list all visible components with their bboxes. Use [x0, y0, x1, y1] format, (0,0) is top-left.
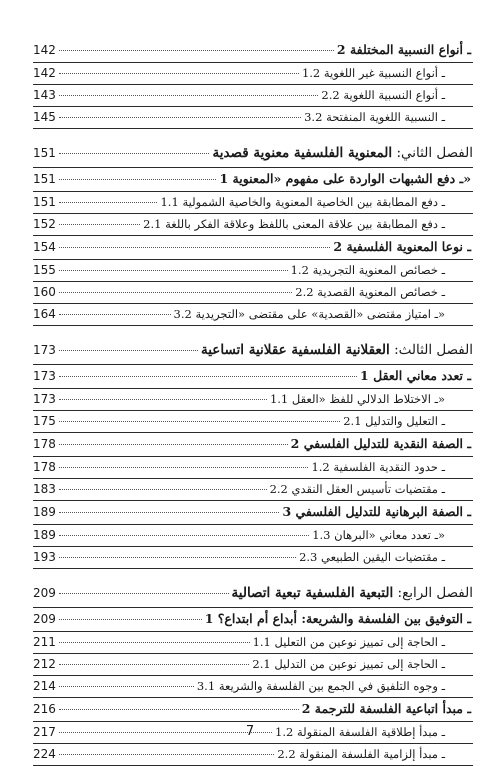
entry-label: 3.1 ـ وجوه التلفيق في الجمع بين الفلسفة والشريعة	[196, 679, 445, 693]
leader-dots	[59, 153, 210, 154]
entry-page-number: 193	[33, 550, 56, 564]
toc-subsection[interactable]	[33, 192, 473, 214]
entry-page-number: 189	[33, 528, 56, 542]
entry-label: 1 ـ دفع الشبهات الواردة على مفهوم «المعنوية»	[219, 171, 471, 186]
entry-page-number: 178	[33, 437, 56, 451]
entry-page-number: 173	[33, 369, 56, 383]
toc-subsection[interactable]	[33, 63, 473, 85]
entry-page-number: 151	[33, 146, 56, 160]
toc-subsection[interactable]	[33, 676, 473, 698]
leader-dots	[59, 535, 309, 536]
leader-dots	[59, 489, 267, 490]
toc-chapter[interactable]	[33, 139, 473, 168]
toc-subsection[interactable]	[33, 282, 473, 304]
leader-dots	[59, 50, 334, 51]
toc-subsection[interactable]	[33, 85, 473, 107]
leader-dots	[59, 350, 198, 351]
leader-dots	[59, 754, 274, 755]
entry-label: 1.2 ـ أنواع النسبية غير اللغوية	[301, 66, 445, 80]
toc-subsection[interactable]	[33, 632, 473, 654]
toc-subsection[interactable]	[33, 525, 473, 547]
entry-page-number: 217	[33, 725, 56, 739]
entry-label: 2.3 ـ مقتضيات اليقين الطبيعي	[299, 550, 445, 564]
toc-subsection[interactable]	[33, 389, 473, 411]
entry-label: 3.2 ـ النسبية اللغوية المنفتحة	[304, 110, 445, 124]
entry-page-number: 151	[33, 195, 56, 209]
toc-section[interactable]	[33, 501, 473, 525]
toc-section[interactable]	[33, 698, 473, 722]
toc-section[interactable]	[33, 39, 473, 63]
chapter-spacer	[33, 569, 473, 577]
chapter-prefix: الفصل الثاني:	[396, 145, 473, 161]
page-number: 7	[245, 724, 255, 739]
entry-page-number: 183	[33, 482, 56, 496]
leader-dots	[59, 376, 357, 377]
chapter-heading	[232, 579, 473, 608]
toc-subsection[interactable]	[33, 744, 473, 766]
leader-dots	[59, 314, 171, 315]
entry-label: 2.1 ـ دفع المطابقة بين علاقة المعنى باللفظ وعلاقة الفكر باللغة	[143, 217, 445, 231]
entry-page-number: 160	[33, 285, 56, 299]
entry-page-number: 216	[33, 702, 56, 716]
entry-page-number: 175	[33, 414, 56, 428]
chapter-prefix: الفصل الرابع:	[397, 585, 473, 601]
toc-chapter[interactable]	[33, 336, 473, 365]
toc-subsection[interactable]	[33, 260, 473, 282]
leader-dots	[59, 686, 194, 687]
leader-dots	[59, 619, 202, 620]
entry-page-number: 164	[33, 307, 56, 321]
toc-section[interactable]	[33, 365, 473, 389]
leader-dots	[59, 202, 158, 203]
entry-label: 2 ـ مبدأ اتباعية الفلسفة للترجمة	[301, 701, 471, 716]
leader-dots	[59, 557, 296, 558]
leader-dots	[59, 399, 267, 400]
entry-page-number: 152	[33, 217, 56, 231]
toc-subsection[interactable]	[33, 411, 473, 433]
entry-label: 1.2 ـ حدود النقدية الفلسفية	[311, 460, 445, 474]
chapter-title: التبعية الفلسفية تبعية اتصالية	[231, 585, 394, 601]
leader-dots	[59, 247, 330, 248]
toc-subsection[interactable]	[33, 107, 473, 129]
toc-section[interactable]	[33, 236, 473, 260]
toc-subsection[interactable]	[33, 214, 473, 236]
leader-dots	[59, 709, 299, 710]
entry-page-number: 145	[33, 110, 56, 124]
toc-chapter[interactable]	[33, 579, 473, 608]
leader-dots	[59, 512, 280, 513]
entry-label: 1 ـ التوفيق بين الفلسفة والشريعة: أبداع أم ابتداع؟	[204, 611, 471, 626]
leader-dots	[59, 292, 292, 293]
entry-page-number: 189	[33, 505, 56, 519]
entry-label: 2.2 ـ خصائص المعنوية القصدية	[295, 285, 445, 299]
chapter-spacer	[33, 326, 473, 334]
entry-page-number: 209	[33, 612, 56, 626]
toc-section[interactable]	[33, 168, 473, 192]
chapter-prefix: الفصل الثالث:	[394, 342, 473, 358]
leader-dots	[59, 179, 217, 180]
entry-label: 2.2 ـ مقتضيات تأسيس العقل النقدي	[269, 482, 445, 496]
entry-page-number: 214	[33, 679, 56, 693]
entry-label: 2 ـ نوعا المعنوية الفلسفية	[333, 239, 471, 254]
entry-label: 1.3 ـ تعدد معاني «البرهان»	[312, 528, 445, 542]
chapter-heading	[212, 139, 473, 168]
leader-dots	[59, 664, 249, 665]
entry-label: 3 ـ الصفة البرهانية للتدليل الفلسفي	[282, 504, 471, 519]
entry-page-number: 151	[33, 172, 56, 186]
entry-label: 1.1 ـ دفع المطابقة بين الخاصية المعنوية والخاصية الشمولية	[160, 195, 445, 209]
entry-label: 1 ـ تعدد معاني العقل	[360, 368, 471, 383]
entry-label: 2 ـ الصفة النقدية للتدليل الفلسفي	[290, 436, 471, 451]
leader-dots	[59, 593, 229, 594]
leader-dots	[59, 421, 340, 422]
entry-label: 1.2 ـ خصائص المعنوية التجريدية	[290, 263, 445, 277]
entry-label: 2.1 ـ الحاجة إلى تمييز نوعين من التدليل	[252, 657, 445, 671]
entry-page-number: 209	[33, 586, 56, 600]
toc-section[interactable]	[33, 608, 473, 632]
leader-dots	[59, 444, 288, 445]
chapter-title: العقلانية الفلسفية عقلانية اتساعية	[200, 342, 390, 358]
leader-dots	[59, 467, 309, 468]
entry-label: 2 ـ أنواع النسبية المختلفة	[336, 42, 471, 57]
leader-dots	[59, 642, 250, 643]
leader-dots	[59, 117, 301, 118]
leader-dots	[59, 95, 319, 96]
toc-section[interactable]	[33, 433, 473, 457]
entry-page-number: 154	[33, 240, 56, 254]
entry-label: 1.2 ـ مبدأ إطلاقية الفلسفة المنقولة	[275, 725, 445, 739]
entry-label: 1.1 ـ الاختلاط الدلالي للفظ «العقل»	[269, 392, 445, 406]
toc-subsection[interactable]	[33, 547, 473, 569]
entry-page-number: 155	[33, 263, 56, 277]
entry-page-number: 142	[33, 43, 56, 57]
toc-subsection[interactable]	[33, 479, 473, 501]
entry-page-number: 142	[33, 66, 56, 80]
entry-page-number: 173	[33, 392, 56, 406]
entry-label: 1.1 ـ الحاجة إلى تمييز نوعين من التعليل	[252, 635, 445, 649]
entry-label: 2.2 ـ أنواع النسبية اللغوية	[321, 88, 445, 102]
chapter-heading	[201, 336, 473, 365]
entry-page-number: 178	[33, 460, 56, 474]
entry-page-number: 212	[33, 657, 56, 671]
chapter-title: المعنوية الفلسفية معنوية قصدية	[212, 145, 393, 161]
entry-page-number: 224	[33, 747, 56, 761]
entry-label: 2.2 ـ مبدأ إلزامية الفلسفة المنقولة	[277, 747, 445, 761]
leader-dots	[59, 270, 288, 271]
leader-dots	[59, 224, 140, 225]
entry-page-number: 211	[33, 635, 56, 649]
toc-subsection[interactable]	[33, 654, 473, 676]
leader-dots	[59, 73, 299, 74]
toc-subsection[interactable]	[33, 304, 473, 326]
entry-page-number: 173	[33, 343, 56, 357]
table-of-contents	[33, 39, 473, 766]
chapter-spacer	[33, 129, 473, 137]
entry-page-number: 143	[33, 88, 56, 102]
toc-subsection[interactable]	[33, 457, 473, 479]
entry-label: 3.2 ـ امتياز مقتضى «القصدية» على مقتضى «التجريدية»	[173, 307, 445, 321]
entry-label: 2.1 ـ التعليل والتدليل	[343, 414, 445, 428]
